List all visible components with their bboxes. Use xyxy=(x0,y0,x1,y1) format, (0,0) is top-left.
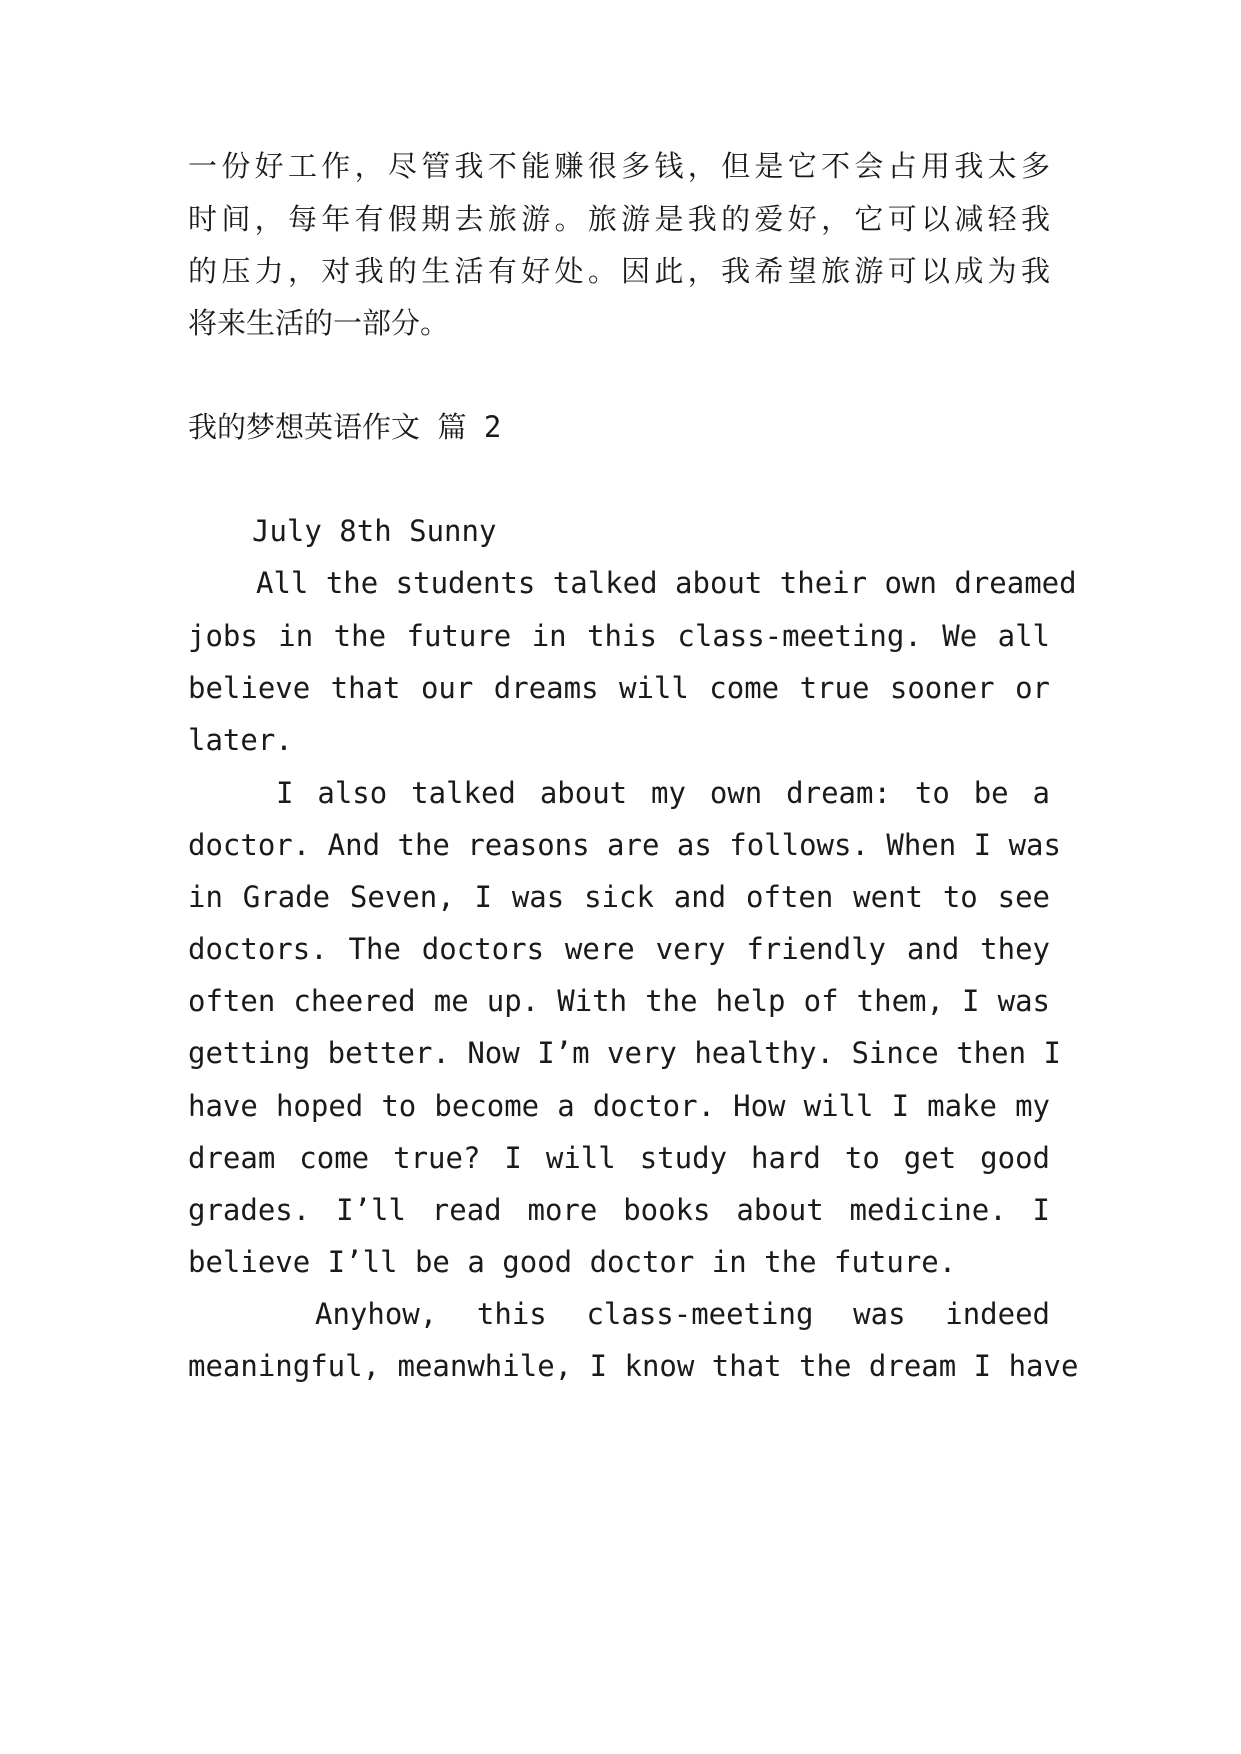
intro-line-1: 一份好工作，尽管我不能赚很多钱，但是它不会占用我太多 xyxy=(188,149,1050,183)
paragraph-2-line-6: getting better. Now I’m very healthy. Since then I xyxy=(188,1036,1061,1070)
paragraph-1-line-2: jobs in the future in this class-meeting. We all xyxy=(188,619,1050,653)
paragraph-2-line-4: doctors. The doctors were very friendly and they xyxy=(188,932,1050,966)
paragraph-1-line-4: later. xyxy=(188,723,293,757)
intro-line-3: 的压力，对我的生活有好处。因此，我希望旅游可以成为我 xyxy=(188,254,1050,288)
paragraph-3-line-2: meaningful, meanwhile, I know that the dream I have xyxy=(188,1349,1079,1383)
paragraph-1-line-1: All the students talked about their own dreamed xyxy=(256,566,1077,600)
paragraph-1-line-3: believe that our dreams will come true sooner or xyxy=(188,671,1050,705)
paragraph-2-line-1: I also talked about my own dream: to be a xyxy=(276,776,1050,810)
paragraph-3-line-1: Anyhow, this class-meeting was indeed xyxy=(315,1297,1050,1331)
paragraph-2-line-2: doctor. And the reasons are as follows. When I was xyxy=(188,828,1061,862)
paragraph-2-line-9: grades. I’ll read more books about medicine. I xyxy=(188,1193,1050,1227)
diary-date: July 8th Sunny xyxy=(252,514,497,548)
paragraph-2-line-3: in Grade Seven, I was sick and often went to see xyxy=(188,880,1050,914)
paragraph-2-line-7: have hoped to become a doctor. How will I make my xyxy=(188,1089,1050,1123)
paragraph-2-line-5: often cheered me up. With the help of them, I was xyxy=(188,984,1050,1018)
section-heading: 我的梦想英语作文 篇 2 xyxy=(188,410,502,444)
intro-line-2: 时间，每年有假期去旅游。旅游是我的爱好，它可以减轻我 xyxy=(188,202,1050,236)
intro-line-4: 将来生活的一部分。 xyxy=(188,306,450,340)
paragraph-2-line-8: dream come true? I will study hard to get good xyxy=(188,1141,1050,1175)
paragraph-2-line-10: believe I’ll be a good doctor in the future. xyxy=(188,1245,957,1279)
